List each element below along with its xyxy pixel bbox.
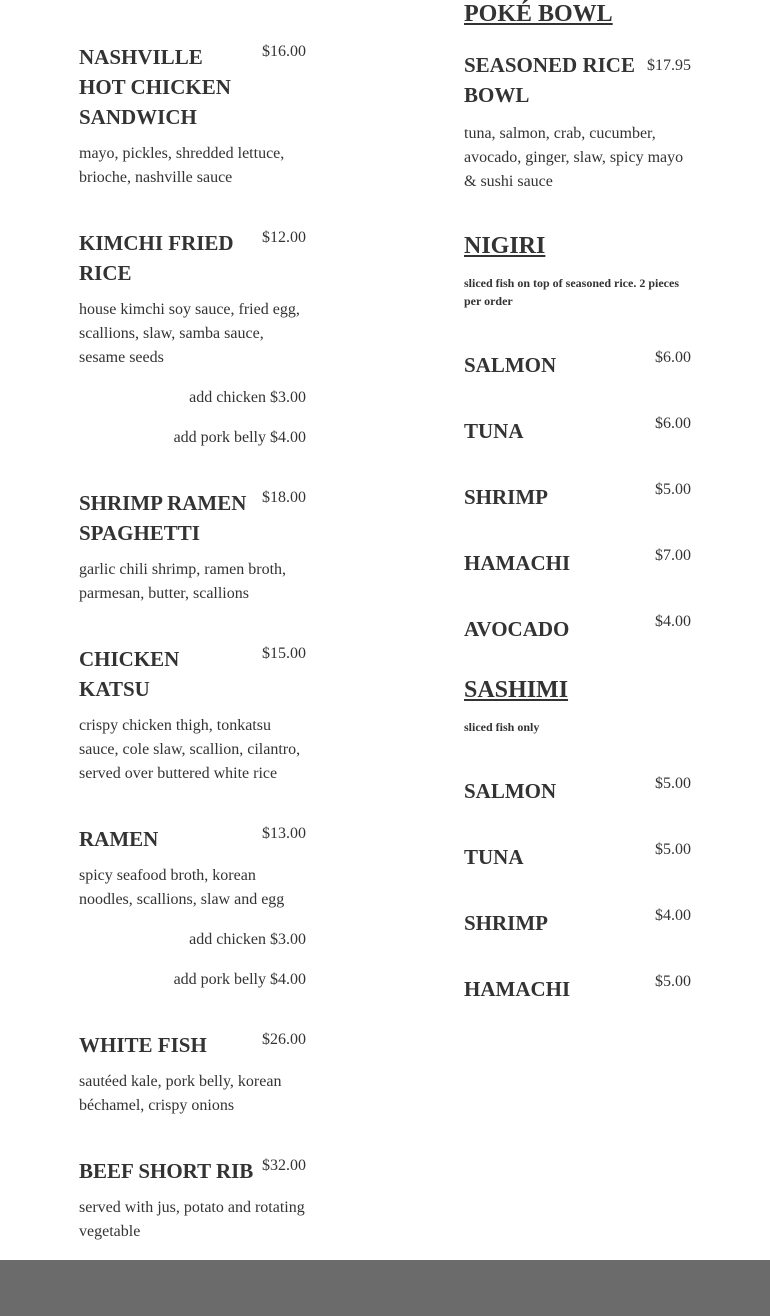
item-description: spicy seafood broth, korean noodles, scallions, slaw and egg <box>79 867 285 908</box>
footer-band <box>0 1260 770 1316</box>
menu-item-header <box>79 226 306 288</box>
menu-item <box>464 544 691 610</box>
item-addon: add chicken $3.00 <box>189 931 306 948</box>
item-description: house kimchi soy sauce, fried egg, scallions, slaw, samba sauce, sesame seeds <box>79 301 300 366</box>
item-description: crispy chicken thigh, tonkatsu sauce, cole slaw, scallion, cilantro, served over buttered white rice <box>79 717 301 782</box>
menu-item <box>464 904 691 970</box>
nigiri-section <box>464 232 691 676</box>
menu-item-header <box>79 1028 306 1060</box>
menu-item <box>464 346 691 412</box>
menu-item <box>79 40 306 190</box>
item-price: $6.00 <box>655 349 691 366</box>
menu-item <box>79 642 306 786</box>
item-name: AVOCADO <box>464 617 570 641</box>
item-name: BEEF SHORT RIB <box>79 1159 254 1183</box>
poke-section-title: POKÉ BOWL <box>464 1 613 27</box>
sashimi-section <box>464 676 691 1036</box>
item-description: served with jus, potato and rotating vegetable <box>79 1199 305 1240</box>
item-name: WHITE FISH <box>79 1033 207 1057</box>
item-name: HAMACHI <box>464 551 571 575</box>
nigiri-items-list <box>464 346 691 676</box>
item-price: $12.00 <box>262 229 306 246</box>
menu-item <box>464 412 691 478</box>
item-price: $4.00 <box>655 907 691 924</box>
item-name: CHICKEN KATSU <box>79 647 180 701</box>
item-name: SALMON <box>464 353 557 377</box>
item-name: TUNA <box>464 845 524 869</box>
right-menu-column <box>464 0 691 1036</box>
item-price: $26.00 <box>262 1031 306 1048</box>
left-menu-column <box>79 40 306 1280</box>
item-price: $5.00 <box>655 775 691 792</box>
item-addon: add chicken $3.00 <box>189 389 306 406</box>
item-price: $16.00 <box>262 43 306 60</box>
menu-item <box>464 48 691 194</box>
item-price: $4.00 <box>655 613 691 630</box>
menu-item-header <box>79 822 306 854</box>
item-name: SHRIMP <box>464 485 548 509</box>
item-addon: add pork belly $4.00 <box>173 971 306 988</box>
item-price: $5.00 <box>655 841 691 858</box>
menu-item-header <box>79 642 306 704</box>
item-name: SHRIMP <box>464 911 548 935</box>
item-price: $7.00 <box>655 547 691 564</box>
menu-item <box>464 610 691 676</box>
menu-item-header <box>79 40 306 132</box>
item-name: HAMACHI <box>464 977 571 1001</box>
menu-item-header <box>79 486 306 548</box>
nigiri-section-title: NIGIRI <box>464 233 546 259</box>
sashimi-section-title: SASHIMI <box>464 677 569 703</box>
sashimi-section-note: sliced fish only <box>464 720 540 734</box>
item-price: $5.00 <box>655 973 691 990</box>
item-name: SEASONED RICE BOWL <box>464 53 635 107</box>
item-price: $6.00 <box>655 415 691 432</box>
item-name: RAMEN <box>79 827 159 851</box>
nigiri-section-note: sliced fish on top of seasoned rice. 2 pieces per order <box>464 276 679 308</box>
menu-item <box>79 486 306 606</box>
item-price: $17.95 <box>647 57 691 74</box>
item-price: $18.00 <box>262 489 306 506</box>
item-addon: add pork belly $4.00 <box>173 429 306 446</box>
menu-item <box>79 1154 306 1244</box>
sashimi-items-list <box>464 772 691 1036</box>
left-items-list <box>79 40 306 1244</box>
item-price: $15.00 <box>262 645 306 662</box>
menu-item <box>464 970 691 1036</box>
item-name: SHRIMP RAMEN SPAGHETTI <box>79 491 247 545</box>
poke-section <box>464 0 691 194</box>
item-name: SALMON <box>464 779 557 803</box>
menu-item <box>79 1028 306 1118</box>
menu-item-header <box>79 1154 306 1186</box>
menu-item <box>464 772 691 838</box>
menu-item <box>79 822 306 992</box>
menu-item <box>464 478 691 544</box>
menu-item <box>464 838 691 904</box>
item-description: mayo, pickles, shredded lettuce, brioche, nashville sauce <box>79 145 285 186</box>
item-price: $5.00 <box>655 481 691 498</box>
menu-item <box>79 226 306 450</box>
item-description: tuna, salmon, crab, cucumber, avocado, ginger, slaw, spicy mayo & sushi sauce <box>464 125 684 190</box>
item-name: KIMCHI FRIED RICE <box>79 231 234 285</box>
item-name: NASHVILLE HOT CHICKEN SANDWICH <box>79 45 231 129</box>
item-description: sautéed kale, pork belly, korean béchamel, crispy onions <box>79 1073 282 1114</box>
item-description: garlic chili shrimp, ramen broth, parmesan, butter, scallions <box>79 561 287 602</box>
item-name: TUNA <box>464 419 524 443</box>
item-price: $32.00 <box>262 1157 306 1174</box>
item-price: $13.00 <box>262 825 306 842</box>
